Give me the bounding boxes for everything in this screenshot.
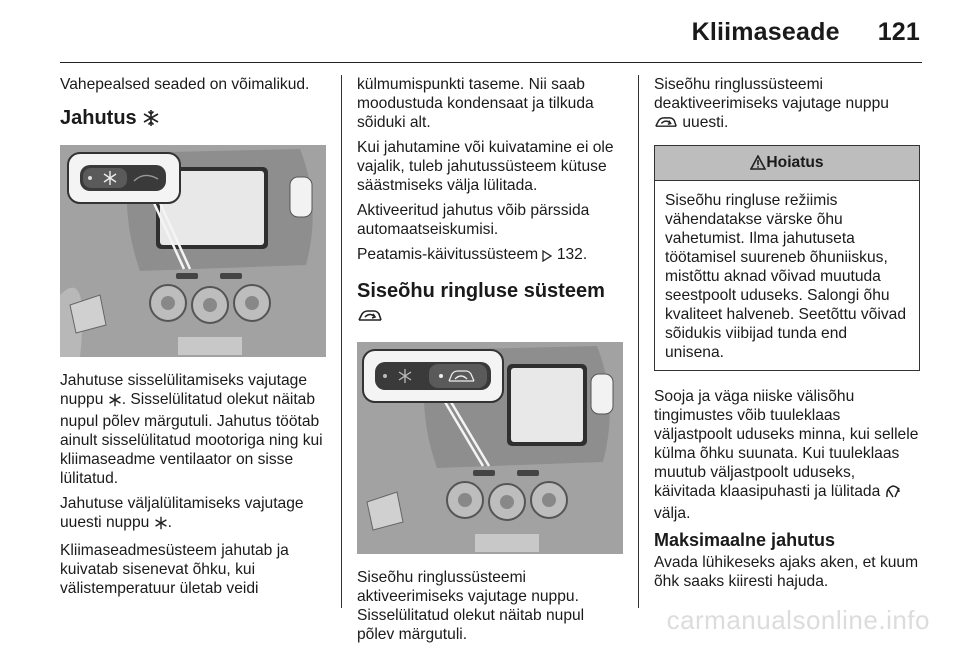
dashboard-illustration-recirculation-button (357, 342, 623, 554)
column-1 (60, 75, 326, 604)
page-reference-icon (542, 248, 552, 267)
section-title: Kliimaseade (691, 18, 840, 46)
windscreen-wiper-icon (885, 484, 901, 504)
column-divider (341, 75, 342, 608)
snowflake-icon (154, 516, 168, 535)
intro-text: Vahepealsed seaded on võimalikud. (60, 76, 310, 93)
snowflake-icon (108, 393, 122, 412)
header-rule (60, 62, 922, 63)
warning-title: Hoiatus (766, 154, 824, 171)
paragraph: Peatamis-käivitussüsteem 132. (357, 245, 623, 267)
page-header (692, 18, 920, 47)
dashboard-illustration-ac-button (60, 145, 326, 357)
section-heading-cooling (60, 106, 326, 133)
heading-text: Siseõhu ringluse süsteem (357, 280, 605, 302)
paragraph: Jahutuse väljalülitamiseks vajutage uuesti nuppu . (60, 494, 326, 535)
paragraph: külmumispunkti taseme. Nii saab moodustuda kondensaat ja tilkuda sõiduki alt. (357, 76, 594, 131)
paragraph: Kliimaseadmesüsteem jahutab ja kuivatab sisenevat õhku, kui välistemperatuur ületab veidi (60, 542, 289, 597)
page-number: 121 (877, 18, 920, 46)
recirculation-icon (654, 115, 678, 135)
column-2 (357, 75, 623, 650)
paragraph: Sooja ja väga niiske välisõhu tingimustes võib tuuleklaas väljastpoolt uduseks minna, kui sellele külma õhku suunata. Kui tuuleklaas muutub väljastpoolt uduseks, käivitada klaasipuhasti ja lülitada välja. (654, 388, 919, 522)
recirculation-icon (357, 306, 383, 330)
warning-header (655, 146, 919, 181)
page-reference: 132. (556, 246, 588, 263)
paragraph: Siseõhu ringlussüsteemi aktiveerimiseks vajutage nuppu. Sisselülitatud olekut näitab nupul põlev märgutuli. (357, 569, 585, 643)
warning-text: Siseõhu ringluse režiimis vähendatakse värske õhu vahetumist. Ilma jahutuseta töötamisel suureneb õhuniiskus, mistõttu aknad võivad muutuda seestpoolt uduseks. Salongi õhu kvaliteet halveneb. Seetõttu võivad sõidukis viibijad tunda end unisena. (665, 192, 906, 361)
paragraph: Aktiveeritud jahutus võib pärssida automaatseiskumisi. (357, 202, 590, 238)
section-heading-max-cooling: Maksimaalne jahutus (654, 530, 836, 550)
paragraph: Jahutuse sisselülitamiseks vajutage nuppu . Sisselülitatud olekut näitab nupul põlev märgutuli. Jahutus töötab ainult sisselülitatud mootoriga ning kui kliimaseadme ventilaator on sisse lülitatud. (60, 372, 323, 487)
warning-box (654, 145, 920, 371)
paragraph: Avada lühikeseks ajaks aken, et kuum õhk saaks kiiresti hajuda. (654, 554, 919, 590)
paragraph: Siseõhu ringlussüsteemi deaktiveerimiseks vajutage nuppu uuesti. (654, 75, 920, 135)
watermark: carmanualsonline.info (666, 605, 930, 635)
heading-text: Jahutus (60, 107, 137, 129)
column-3 (654, 75, 920, 597)
snowflake-icon (142, 109, 160, 133)
section-heading-recirculation (357, 279, 623, 330)
paragraph: Kui jahutamine või kuivatamine ei ole vajalik, tuleb jahutussüsteem kütuse säästmiseks välja lülitada. (357, 139, 614, 194)
column-divider (638, 75, 639, 608)
warning-triangle-icon (750, 149, 766, 183)
